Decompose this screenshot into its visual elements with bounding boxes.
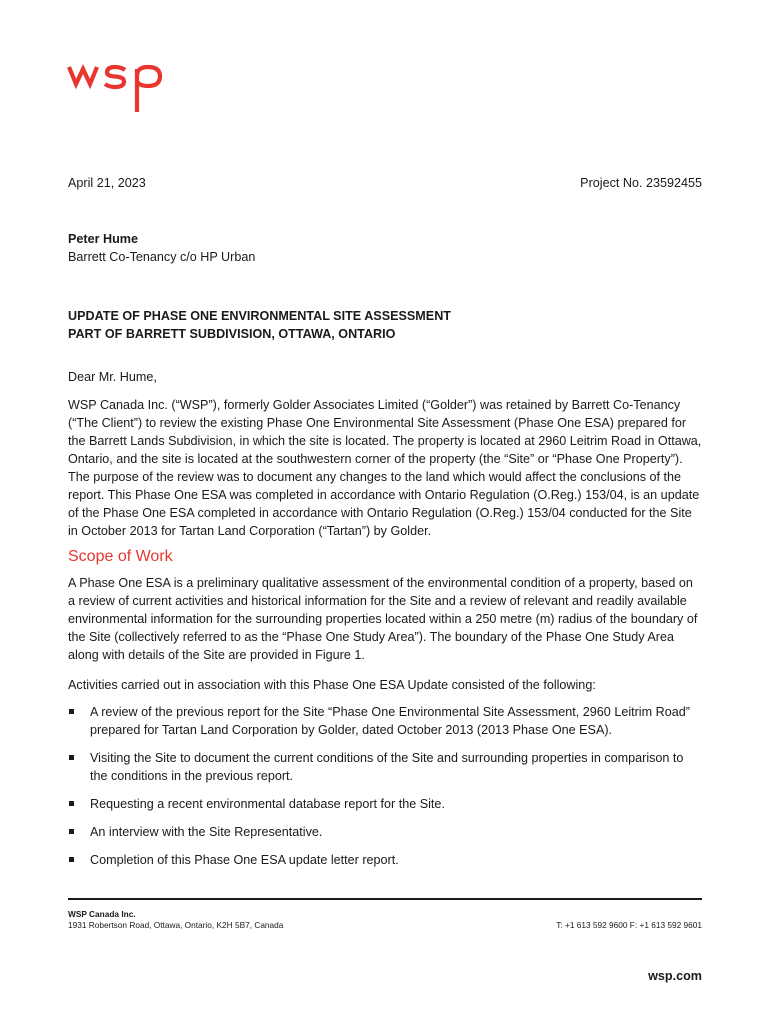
paragraph-line: of the Phase One ESA completed in accordance with Ontario Regulation (O.Reg.) 153/04 conducted for the Site (68, 506, 692, 520)
bullet-square-icon (69, 709, 74, 714)
list-item (68, 703, 708, 739)
paragraph-line: the Site (collectively referred to as the “Phase One Study Area”). The boundary of the Phase One Study Area (68, 630, 675, 644)
list-item-line: An interview with the Site Representative. (90, 825, 323, 839)
list-item (68, 749, 708, 785)
letter-date: April 21, 2023 (68, 176, 146, 190)
paragraph-line: the Barrett Lands Subdivision, in which the site is located. The property is located at 2960 Leitrim Road in Ottawa, (68, 434, 702, 448)
paragraph-line: report. This Phase One ESA was completed in accordance with Ontario Regulation (O.Reg.) 153/04, is an update (68, 488, 700, 502)
list-item-line: Completion of this Phase One ESA update letter report. (90, 853, 399, 867)
bullet-square-icon (69, 857, 74, 862)
list-item-line: Visiting the Site to document the current conditions of the Site and surrounding properties in comparison to (90, 751, 684, 765)
bullet-square-icon (69, 801, 74, 806)
wsp-logo (67, 64, 165, 114)
list-item-line: prepared for Tartan Land Corporation by Golder, dated October 2013 (2013 Phase One ESA). (90, 723, 613, 737)
footer-phone: T: +1 613 592 9600 F: +1 613 592 9601 (556, 920, 702, 930)
salutation: Dear Mr. Hume, (68, 370, 157, 384)
list-item (68, 851, 708, 869)
footer-website-link[interactable]: wsp.com (648, 969, 702, 983)
footer-address: 1931 Robertson Road, Ottawa, Ontario, K2H 5B7, Canada (68, 920, 284, 930)
list-item-line: the conditions in the previous report. (90, 769, 294, 783)
recipient-block (68, 230, 255, 266)
intro-paragraph (68, 396, 708, 540)
list-item-line: Requesting a recent environmental database report for the Site. (90, 797, 445, 811)
bullet-square-icon (69, 829, 74, 834)
bullet-square-icon (69, 755, 74, 760)
paragraph-line: A Phase One ESA is a preliminary qualitative assessment of the environmental condition of a property, based on (68, 576, 693, 590)
list-item (68, 823, 708, 841)
paragraph-line: in October 2013 for Tartan Land Corporation (“Tartan”) by Golder. (68, 524, 432, 538)
paragraph-line: (“The Client”) to review the existing Phase One Environmental Site Assessment (Phase One ESA) prepared for (68, 416, 687, 430)
subject-line-1: UPDATE OF PHASE ONE ENVIRONMENTAL SITE ASSESSMENT (68, 309, 451, 323)
activities-list (68, 703, 708, 869)
recipient-organization: Barrett Co-Tenancy c/o HP Urban (68, 250, 256, 264)
paragraph-line: along with details of the Site are provided in Figure 1. (68, 648, 365, 662)
footer-divider (68, 898, 702, 900)
list-item (68, 795, 708, 813)
paragraph-line: WSP Canada Inc. (“WSP”), formerly Golder Associates Limited (“Golder”) was retained by Barrett Co-Tenancy (68, 398, 681, 412)
list-item-line: A review of the previous report for the Site “Phase One Environmental Site Assessment, 2960 Leitrim Road” (90, 705, 690, 719)
subject-block (68, 307, 451, 343)
paragraph-line: environmental information for the surrounding properties located within a 250 metre (m) radius of the boundary of (68, 612, 698, 626)
project-number: Project No. 23592455 (580, 176, 702, 190)
paragraph-line: The purpose of the review was to document any changes to the land which would affect the conclusions of the (68, 470, 682, 484)
recipient-name: Peter Hume (68, 232, 138, 246)
section-heading-scope: Scope of Work (68, 548, 173, 565)
paragraph-line: Ontario, and the site is located at the southwestern corner of the property (the “Site” or “Phase One Property”). (68, 452, 683, 466)
activities-intro: Activities carried out in association with this Phase One ESA Update consisted of the following: (68, 678, 596, 692)
footer-company: WSP Canada Inc. (68, 909, 136, 919)
scope-paragraph (68, 574, 708, 664)
paragraph-line: a review of current activities and historical information for the Site and a review of relevant and readily available (68, 594, 687, 608)
subject-line-2: PART OF BARRETT SUBDIVISION, OTTAWA, ONTARIO (68, 327, 396, 341)
